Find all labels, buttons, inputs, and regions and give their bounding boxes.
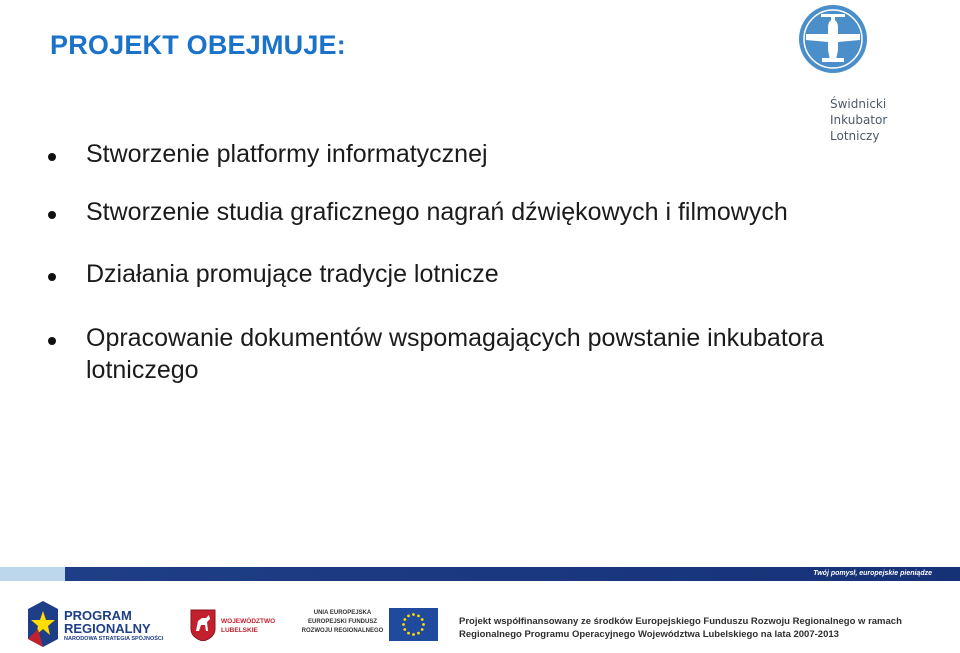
eu-star-icon bbox=[417, 614, 420, 617]
eu-star-icon bbox=[421, 628, 424, 631]
eu-star-icon bbox=[403, 618, 406, 621]
eu-star-icon bbox=[417, 632, 420, 635]
bullet-dot-icon bbox=[48, 211, 56, 219]
airplane-icon bbox=[796, 2, 870, 76]
bullet-list bbox=[48, 138, 928, 415]
bullet-item: Stworzenie studia graficznego nagrań dźwiękowych i filmowych bbox=[48, 196, 928, 228]
bullet-dot-icon bbox=[48, 153, 56, 161]
slogan: Twój pomysł, europejskie pieniądze bbox=[813, 570, 932, 577]
eu-star-icon bbox=[407, 632, 410, 635]
slide-title: PROJEKT OBEJMUJE: bbox=[50, 30, 346, 60]
ue-text: UNIA EUROPEJSKA EUROPEJSKI FUNDUSZ ROZWOJU REGIONALNEGO bbox=[301, 610, 384, 634]
eu-star-icon bbox=[422, 623, 425, 626]
bullet-item: Działania promujące tradycje lotnicze bbox=[48, 258, 928, 290]
program-regionalny-star-icon bbox=[28, 601, 58, 647]
swidnicki-inkubator-logo bbox=[796, 2, 906, 152]
wojewodztwo-text: WOJEWÓDZTWO LUBELSKIE bbox=[221, 618, 276, 634]
bullet-dot-icon bbox=[48, 273, 56, 281]
eu-star-icon bbox=[412, 613, 415, 616]
lubelskie-crest-icon bbox=[190, 609, 216, 641]
eu-star-icon bbox=[402, 623, 405, 626]
footer-band bbox=[0, 567, 960, 581]
bullet-item: Opracowanie dokumentów wspomagających powstanie inkubatora lotniczego bbox=[48, 322, 826, 386]
bullet-dot-icon bbox=[48, 337, 56, 345]
logo-text: Świdnicki Inkubator Lotniczy bbox=[830, 97, 888, 143]
program-regionalny-text: PROGRAM REGIONALNY NARODOWA STRATEGIA SPÓJNOŚCI bbox=[64, 608, 164, 642]
eu-star-icon bbox=[407, 614, 410, 617]
eu-flag-icon bbox=[389, 608, 438, 641]
bullet-item: Stworzenie platformy informatycznej bbox=[48, 138, 928, 170]
cofinancing-text: Projekt współfinansowany ze środków Europejskiego Funduszu Rozwoju Regionalnego w ramach Regionalnego Programu Operacyjnego Województwa Lubelskiego na lata 2007-2013 bbox=[459, 616, 902, 640]
footer-logos bbox=[0, 581, 960, 653]
eu-star-icon bbox=[421, 618, 424, 621]
eu-star-icon bbox=[403, 628, 406, 631]
eu-star-icon bbox=[412, 633, 415, 636]
